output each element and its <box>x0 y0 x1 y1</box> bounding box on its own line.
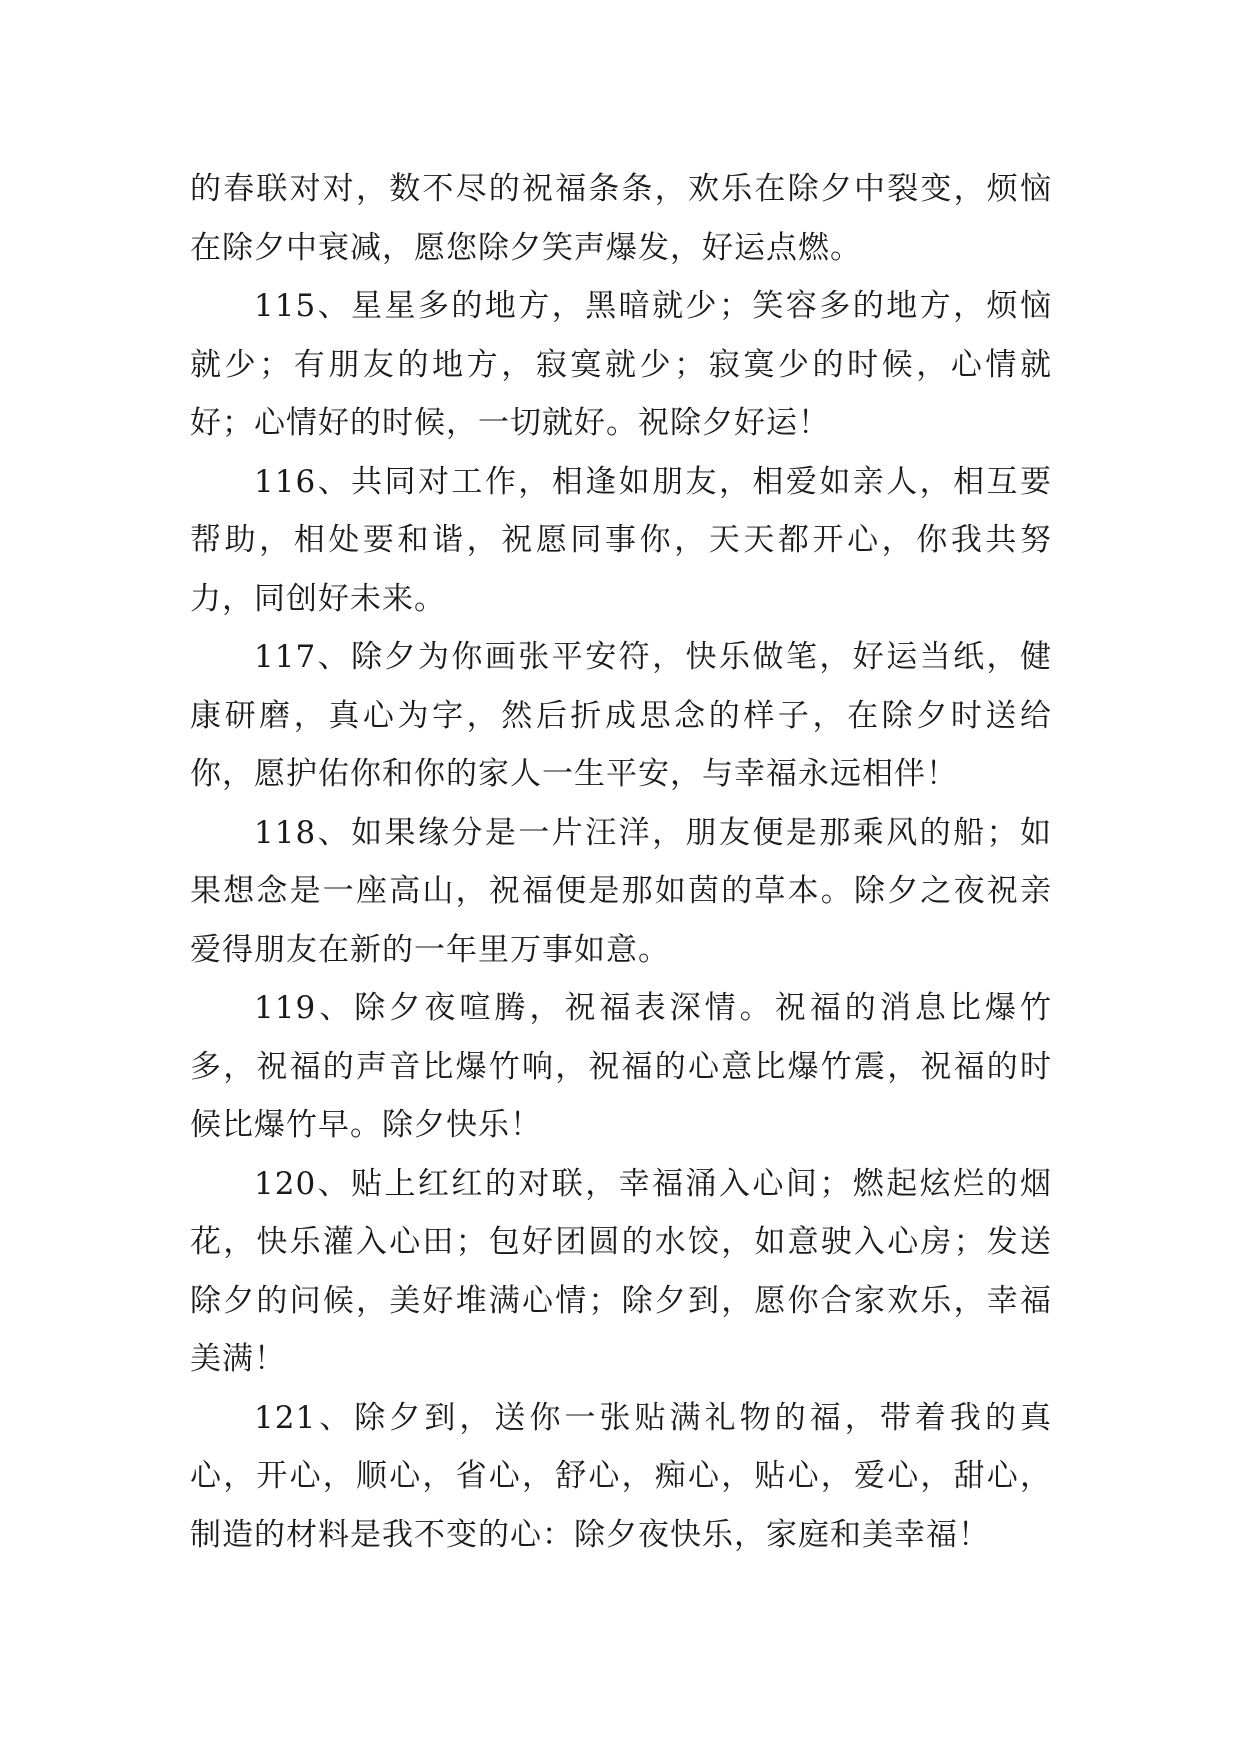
paragraph-118: 118、如果缘分是一片汪洋，朋友便是那乘风的船；如果想念是一座高山，祝福便是那如茵的草本。除夕之夜祝亲爱得朋友在新的一年里万事如意。 <box>190 814 1052 968</box>
paragraph-117: 117、除夕为你画张平安符，快乐做笔，好运当纸，健康研磨，真心为字，然后折成思念的样子，在除夕时送给你，愿护佑你和你的家人一生平安，与幸福永远相伴！ <box>190 639 1052 792</box>
paragraph-120: 120、贴上红红的对联，幸福涌入心间；燃起炫烂的烟花，快乐灌入心田；包好团圆的水饺，如意驶入心房；发送除夕的问候，美好堆满心情；除夕到，愿你合家欢乐，幸福美满！ <box>190 1165 1052 1377</box>
paragraph-115: 115、星星多的地方，黑暗就少；笑容多的地方，烦恼就少；有朋友的地方，寂寞就少；寂寞少的时候，心情就好；心情好的时候，一切就好。祝除夕好运！ <box>190 288 1052 441</box>
paragraph-121: 121、除夕到，送你一张贴满礼物的福，带着我的真心，开心，顺心，省心，舒心，痴心，贴心，爱心，甜心，制造的材料是我不变的心：除夕夜快乐，家庭和美幸福！ <box>190 1399 1052 1553</box>
paragraph-119: 119、除夕夜喧腾，祝福表深情。祝福的消息比爆竹多，祝福的声音比爆竹响，祝福的心意比爆竹震，祝福的时候比爆竹早。除夕快乐！ <box>190 990 1052 1143</box>
paragraph-continuation: 的春联对对，数不尽的祝福条条，欢乐在除夕中裂变，烦恼在除夕中衰减，愿您除夕笑声爆发，好运点燃。 <box>190 171 1052 266</box>
paragraph-116: 116、共同对工作，相逢如朋友，相爱如亲人，相互要帮助，相处要和谐，祝愿同事你，天天都开心，你我共努力，同创好未来。 <box>190 463 1052 617</box>
document-body <box>190 160 1052 1564</box>
